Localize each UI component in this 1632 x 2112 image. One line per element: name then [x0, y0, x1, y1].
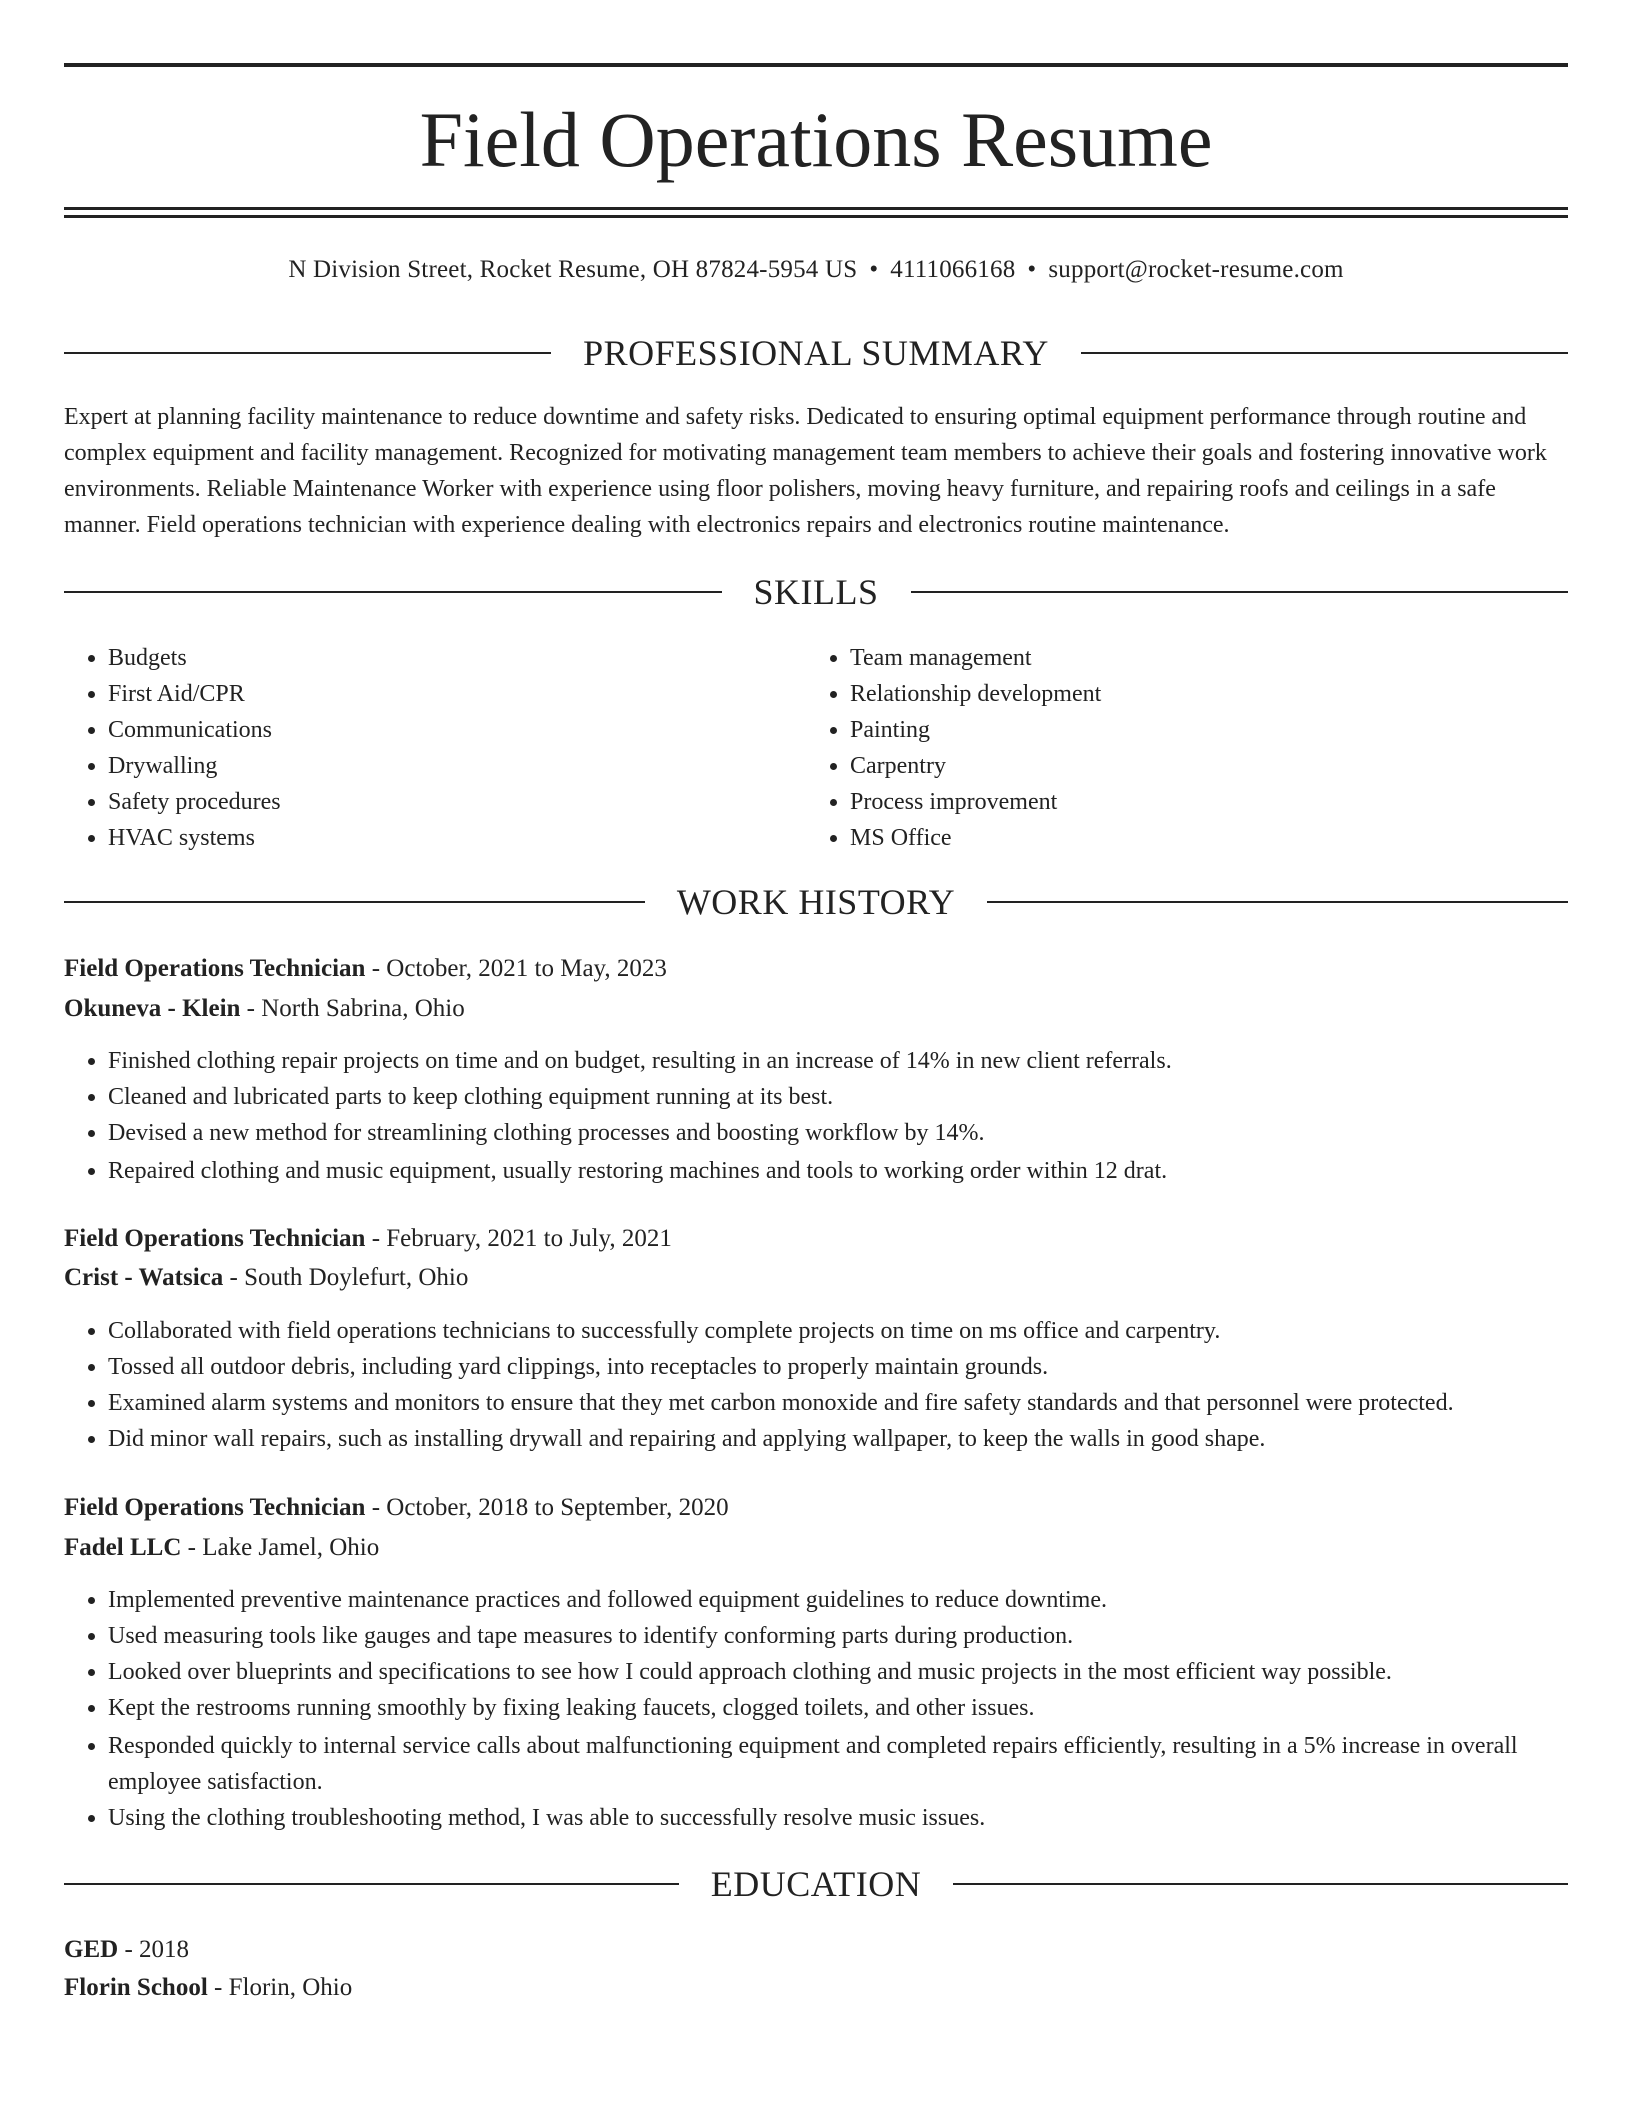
resume-title: Field Operations Resume [419, 96, 1213, 183]
summary-text: Expert at planning facility maintenance to reduce downtime and safety risks. Dedicated to ensuring optimal equipment performance through routine and complex equipment and facility management. Recognized for motivating management team members to achieve their goals and fostering innovative work environments. Reliable Maintenance Worker with experience using floor polishers, moving heavy furniture, and repairing roofs and ceilings in a safe manner. Field operations technician with experience dealing with electronics repairs and electronics routine maintenance. [64, 404, 1547, 538]
job-bullets [64, 1313, 1568, 1457]
education-school: Florin School [64, 1974, 208, 2001]
job-bullets [64, 1043, 1568, 1189]
job-dates: February, 2021 to July, 2021 [386, 1225, 672, 1252]
contact-email: support@rocket-resume.com [1048, 256, 1344, 283]
job-company-line [64, 1529, 1568, 1567]
job-company: Crist - Watsica [64, 1264, 224, 1291]
skill-item: • Carpentry [850, 748, 1550, 784]
job-bullet: • Examined alarm systems and monitors to ensure that they met carbon monoxide and fire safety standards and that personnel were protected. [108, 1385, 1568, 1421]
skill-item: • First Aid/CPR [108, 676, 808, 712]
dash: - [181, 1534, 203, 1561]
dash: - [240, 995, 262, 1022]
dash: - [207, 1974, 229, 2001]
job-title: Field Operations Technician [64, 1225, 366, 1252]
dash: - [118, 1936, 140, 1963]
summary-heading [64, 331, 1568, 375]
work-heading-label: WORK HISTORY [676, 882, 956, 922]
education-heading [64, 1862, 1568, 1906]
title-rule-lower [64, 215, 1568, 218]
education-degree-line [64, 1931, 1568, 1969]
job-bullet: • Did minor wall repairs, such as installing drywall and repairing and applying wallpaper, to keep the walls in good shape. [108, 1421, 1568, 1457]
job-title-line [64, 950, 1568, 988]
job-title: Field Operations Technician [64, 955, 366, 982]
job-location: North Sabrina, Ohio [261, 995, 465, 1022]
job-bullet: • Collaborated with field operations technicians to successfully complete projects on time on ms office and carpentry. [108, 1313, 1568, 1349]
job-bullet: • Implemented preventive maintenance practices and followed equipment guidelines to reduce downtime. [108, 1582, 1568, 1618]
skill-item: • Drywalling [108, 748, 808, 784]
education-degree: GED [64, 1936, 119, 1963]
skill-item: • HVAC systems [108, 820, 808, 856]
job-company-line [64, 990, 1568, 1028]
job-title: Field Operations Technician [64, 1494, 366, 1521]
skill-item: • Team management [850, 640, 1550, 676]
job-bullet: • Looked over blueprints and specifications to see how I could approach clothing and music projects in the most efficient way possible. [108, 1654, 1568, 1690]
dash: - [223, 1264, 245, 1291]
skill-item: • Relationship development [850, 676, 1550, 712]
job-company: Fadel LLC [64, 1534, 182, 1561]
skills-list-right [806, 640, 1550, 856]
skills-list-left [64, 640, 808, 856]
job-bullet: • Devised a new method for streamlining clothing processes and boosting workflow by 14%. [108, 1115, 1568, 1151]
contact-line [64, 252, 1568, 288]
job-bullet: • Used measuring tools like gauges and tape measures to identify conforming parts during production. [108, 1618, 1568, 1654]
dash: - [365, 955, 387, 982]
contact-separator: • [869, 256, 879, 283]
contact-separator: • [1027, 256, 1037, 283]
skills-heading-label: SKILLS [753, 572, 879, 612]
job-bullet: • Kept the restrooms running smoothly by fixing leaking faucets, clogged toilets, and other issues. [108, 1690, 1568, 1726]
skills-heading [64, 570, 1568, 614]
job-location: South Doylefurt, Ohio [244, 1264, 469, 1291]
heading-rule-right [987, 901, 1568, 903]
heading-rule-left [64, 901, 645, 903]
heading-rule-right [911, 591, 1569, 593]
heading-rule-right [953, 1883, 1568, 1885]
heading-rule-left [64, 352, 551, 354]
education-heading-label: EDUCATION [710, 1864, 922, 1904]
job-title-line [64, 1220, 1568, 1258]
skill-item: • Budgets [108, 640, 808, 676]
job-bullet: • Finished clothing repair projects on time and on budget, resulting in an increase of 14% in new client referrals. [108, 1043, 1568, 1079]
work-heading [64, 880, 1568, 924]
skill-item: • MS Office [850, 820, 1550, 856]
job-dates: October, 2021 to May, 2023 [386, 955, 667, 982]
summary-heading-label: PROFESSIONAL SUMMARY [583, 333, 1049, 373]
job-location: Lake Jamel, Ohio [202, 1534, 380, 1561]
job-bullets [64, 1582, 1568, 1836]
education-year: 2018 [139, 1936, 190, 1963]
skill-item: • Process improvement [850, 784, 1550, 820]
heading-rule-right [1081, 352, 1568, 354]
title-rule-upper [64, 207, 1568, 210]
job-bullet: • Repaired clothing and music equipment, usually restoring machines and tools to working order within 12 drat. [108, 1153, 1568, 1189]
education-location: Florin, Ohio [228, 1974, 353, 2001]
skill-item: • Painting [850, 712, 1550, 748]
education-school-line [64, 1969, 1568, 2007]
heading-rule-left [64, 591, 722, 593]
heading-rule-left [64, 1883, 679, 1885]
job-bullet: • Using the clothing troubleshooting method, I was able to successfully resolve music issues. [108, 1800, 1568, 1836]
skill-item: • Safety procedures [108, 784, 808, 820]
job-dates: October, 2018 to September, 2020 [386, 1494, 729, 1521]
dash: - [365, 1225, 387, 1252]
contact-phone: 4111066168 [890, 256, 1016, 283]
job-bullet: • Cleaned and lubricated parts to keep clothing equipment running at its best. [108, 1079, 1568, 1115]
skill-item: • Communications [108, 712, 808, 748]
job-title-line [64, 1489, 1568, 1527]
top-rule [64, 63, 1568, 67]
job-company-line [64, 1259, 1568, 1297]
job-bullet: • Tossed all outdoor debris, including yard clippings, into receptacles to properly maintain grounds. [108, 1349, 1568, 1385]
contact-address: N Division Street, Rocket Resume, OH 87824-5954 US [288, 256, 858, 283]
dash: - [365, 1494, 387, 1521]
job-company: Okuneva - Klein [64, 995, 241, 1022]
job-bullet: • Responded quickly to internal service calls about malfunctioning equipment and completed repairs efficiently, resulting in a 5% increase in overall employee satisfaction. [108, 1728, 1568, 1800]
